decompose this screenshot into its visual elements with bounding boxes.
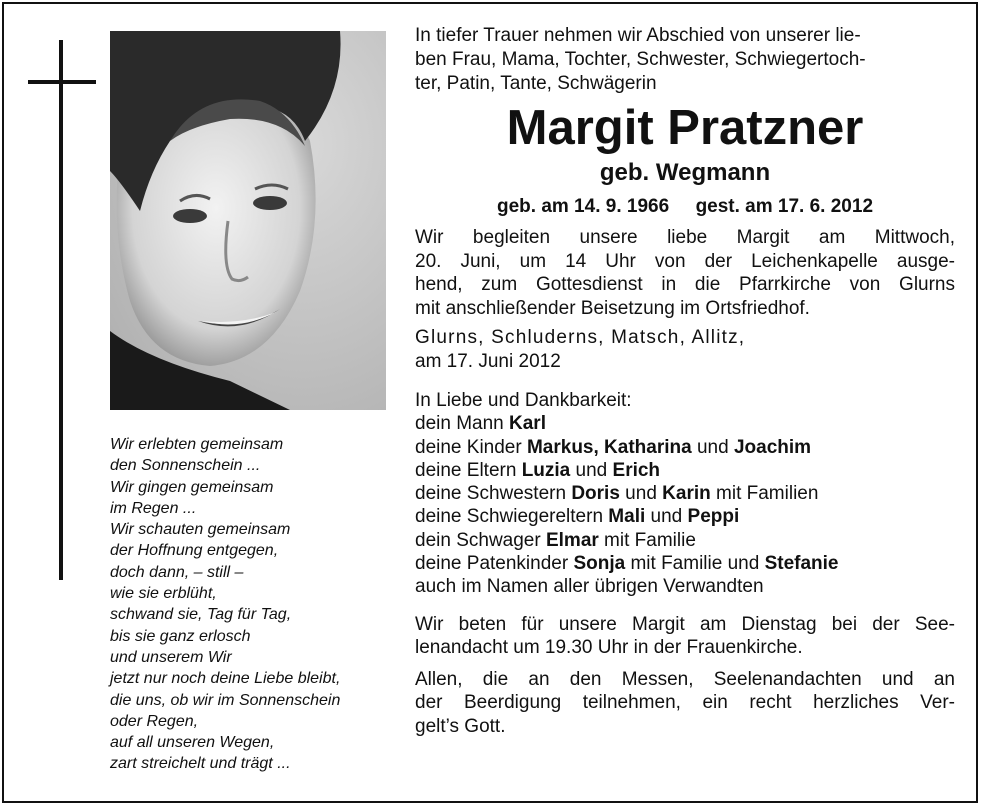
poem-line: bis sie ganz erlosch: [110, 627, 251, 645]
portrait-photo: [110, 31, 386, 410]
poem-line: Wir gingen gemeinsam: [110, 478, 274, 496]
mass-line: lenandacht um 19.30 Uhr in der Frauenkirche.: [415, 637, 803, 659]
mourner-line: deine Kinder Markus, Katharina und Joachim: [415, 436, 812, 458]
funeral-line: Wir begleiten unsere liebe Margit am Mittwoch,: [415, 227, 955, 248]
mass-paragraph: [415, 613, 955, 660]
mourner-line: deine Patenkinder Sonja mit Familie und Stefanie: [415, 553, 839, 575]
birth-date: geb. am 14. 9. 1966: [496, 196, 670, 217]
poem-line: jetzt nur noch deine Liebe bleibt,: [110, 670, 341, 688]
intro-text: [415, 24, 955, 96]
mourner-line: deine Eltern Luzia und Erich: [415, 459, 661, 481]
obituary-text: [415, 24, 955, 738]
funeral-line: 20. Juni, um 14 Uhr von der Leichenkapelle ausge-: [415, 250, 955, 272]
maiden-name: geb. Wegmann: [599, 159, 771, 186]
place-line: Glurns, Schluderns, Matsch, Allitz,: [415, 327, 746, 348]
poem-line: doch dann, – still –: [110, 563, 244, 581]
poem-line: im Regen ...: [110, 499, 197, 517]
mourner-line: deine Schwiegereltern Mali und Peppi: [415, 506, 740, 528]
poem-line: und unserem Wir: [110, 648, 232, 666]
poem-line: die uns, ob wir im Sonnenschein: [110, 691, 341, 709]
life-dates: [415, 194, 955, 220]
intro-line: ter, Patin, Tante, Schwägerin: [415, 73, 657, 94]
funeral-paragraph: [415, 226, 955, 320]
intro-line: In tiefer Trauer nehmen wir Abschied von unserer lie-: [415, 25, 861, 46]
poem-line: zart streichelt und trägt ...: [110, 755, 291, 773]
poem-line: der Hoffnung entgegen,: [110, 542, 279, 560]
poem-line: den Sonnenschein ...: [110, 457, 261, 475]
mourner-line: dein Mann Karl: [415, 413, 546, 435]
poem-line: schwand sie, Tag für Tag,: [110, 606, 292, 624]
mourner-line: dein Schwager Elmar mit Familie: [415, 529, 696, 551]
mourners-list: [415, 389, 955, 599]
poem-line: wie sie erblüht,: [110, 585, 217, 603]
cross-icon-bar: [28, 80, 96, 84]
date-line: am 17. Juni 2012: [415, 350, 561, 372]
mass-line: Wir beten für unsere Margit am Dienstag bei der See-: [415, 613, 955, 635]
mourner-line: deine Schwestern Doris und Karin mit Familien: [415, 483, 819, 505]
deceased-name: Margit Pratzner: [506, 101, 864, 155]
mourner-line: auch im Namen aller übrigen Verwandten: [415, 576, 764, 598]
poem-line: auf all unseren Wegen,: [110, 734, 275, 752]
funeral-line: mit anschließender Beisetzung im Ortsfriedhof.: [415, 297, 810, 319]
thanks-paragraph: [415, 668, 955, 739]
funeral-line: hend, zum Gottesdienst in die Pfarrkirche von Glurns: [415, 274, 955, 295]
poem: [110, 434, 395, 775]
thanks-line: gelt’s Gott.: [415, 715, 506, 737]
death-date: gest. am 17. 6. 2012: [695, 196, 874, 217]
intro-line: ben Frau, Mama, Tochter, Schwester, Schwiegertoch-: [415, 49, 866, 70]
poem-line: Wir schauten gemeinsam: [110, 521, 291, 539]
cross-icon: [59, 40, 63, 580]
poem-line: Wir erlebten gemeinsam: [110, 436, 284, 453]
thanks-line: der Beerdigung teilnehmen, ein recht herzliches Ver-: [415, 692, 955, 714]
thanks-line: Allen, die an den Messen, Seelenandachten und an: [415, 668, 955, 690]
place-date: [415, 326, 955, 373]
poem-line: oder Regen,: [110, 712, 199, 730]
mourners-intro: In Liebe und Dankbarkeit:: [415, 390, 632, 411]
